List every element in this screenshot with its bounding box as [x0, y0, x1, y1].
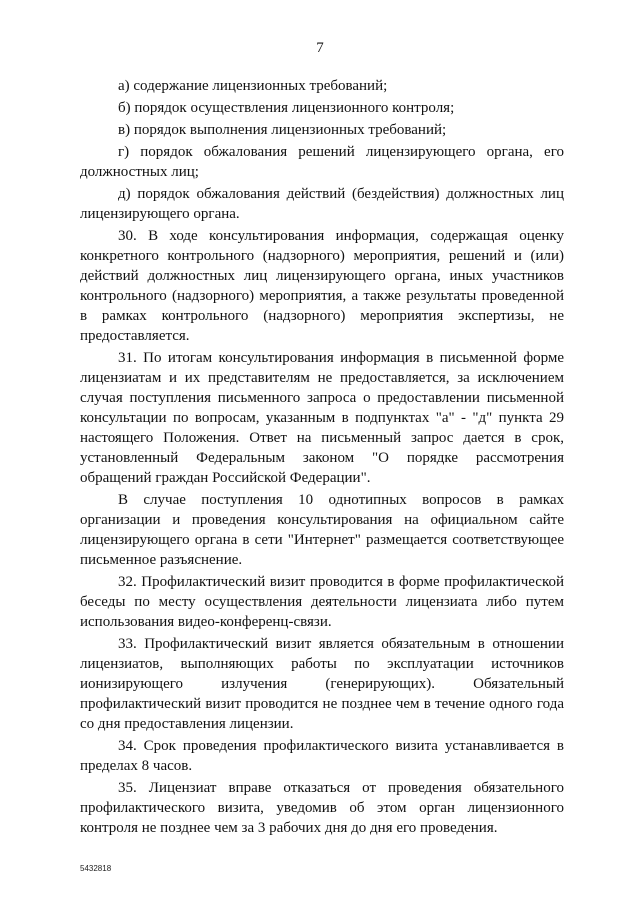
paragraph-34: 34. Срок проведения профилактического визита устанавливается в пределах 8 часов.: [80, 738, 564, 774]
paragraph-31-continuation: В случае поступления 10 однотипных вопросов в рамках организации и проведения консультирования на официальном сайте лицензирующего органа в сети "Интернет" размещается соответствующее письменное разъяснение.: [80, 492, 564, 568]
list-item-b: б) порядок осуществления лицензионного контроля;: [118, 100, 455, 116]
paragraph-31: 31. По итогам консультирования информация в письменной форме лицензиатам и их представителям не предоставляется, за исключением случая поступления письменного запроса о предоставлении письменной консультации по вопросам, указанным в подпунктах "а" - "д" пункта 29 настоящего Положения. Ответ на письменный запрос дается в срок, установленный Федеральным законом "О порядке рассмотрения обращений граждан Российской Федерации".: [80, 350, 564, 486]
paragraph-30: 30. В ходе консультирования информация, содержащая оценку конкретного контрольного (надзорного) мероприятия, решений и (или) действий должностных лиц лицензирующего органа, иных участников контрольного (надзорного) мероприятия, а также результаты проведенной в рамках контрольного (надзорного) мероприятия экспертизы, не предоставляется.: [80, 228, 564, 344]
list-item-a: а) содержание лицензионных требований;: [118, 78, 388, 94]
list-item-d: д) порядок обжалования действий (бездействия) должностных лиц лицензирующего органа.: [80, 186, 564, 222]
paragraph-33: 33. Профилактический визит является обязательным в отношении лицензиатов, выполняющих работы по эксплуатации источников ионизирующего излучения (генерирующих). Обязательный профилактический визит проводится не позднее чем в течение одного года со дня предоставления лицензии.: [80, 636, 564, 732]
paragraph-32: 32. Профилактический визит проводится в форме профилактической беседы по месту осуществления деятельности лицензиата либо путем использования видео-конференц-связи.: [80, 574, 564, 630]
document-code: 5432818: [80, 864, 112, 873]
list-item-v: в) порядок выполнения лицензионных требований;: [118, 122, 447, 138]
list-item-g: г) порядок обжалования решений лицензирующего органа, его должностных лиц;: [80, 144, 564, 180]
paragraph-35: 35. Лицензиат вправе отказаться от проведения обязательного профилактического визита, уведомив об этом орган лицензионного контроля не позднее чем за 3 рабочих дня до дня его проведения.: [80, 780, 564, 836]
page-number: 7: [316, 40, 324, 56]
document-body: [80, 76, 564, 840]
